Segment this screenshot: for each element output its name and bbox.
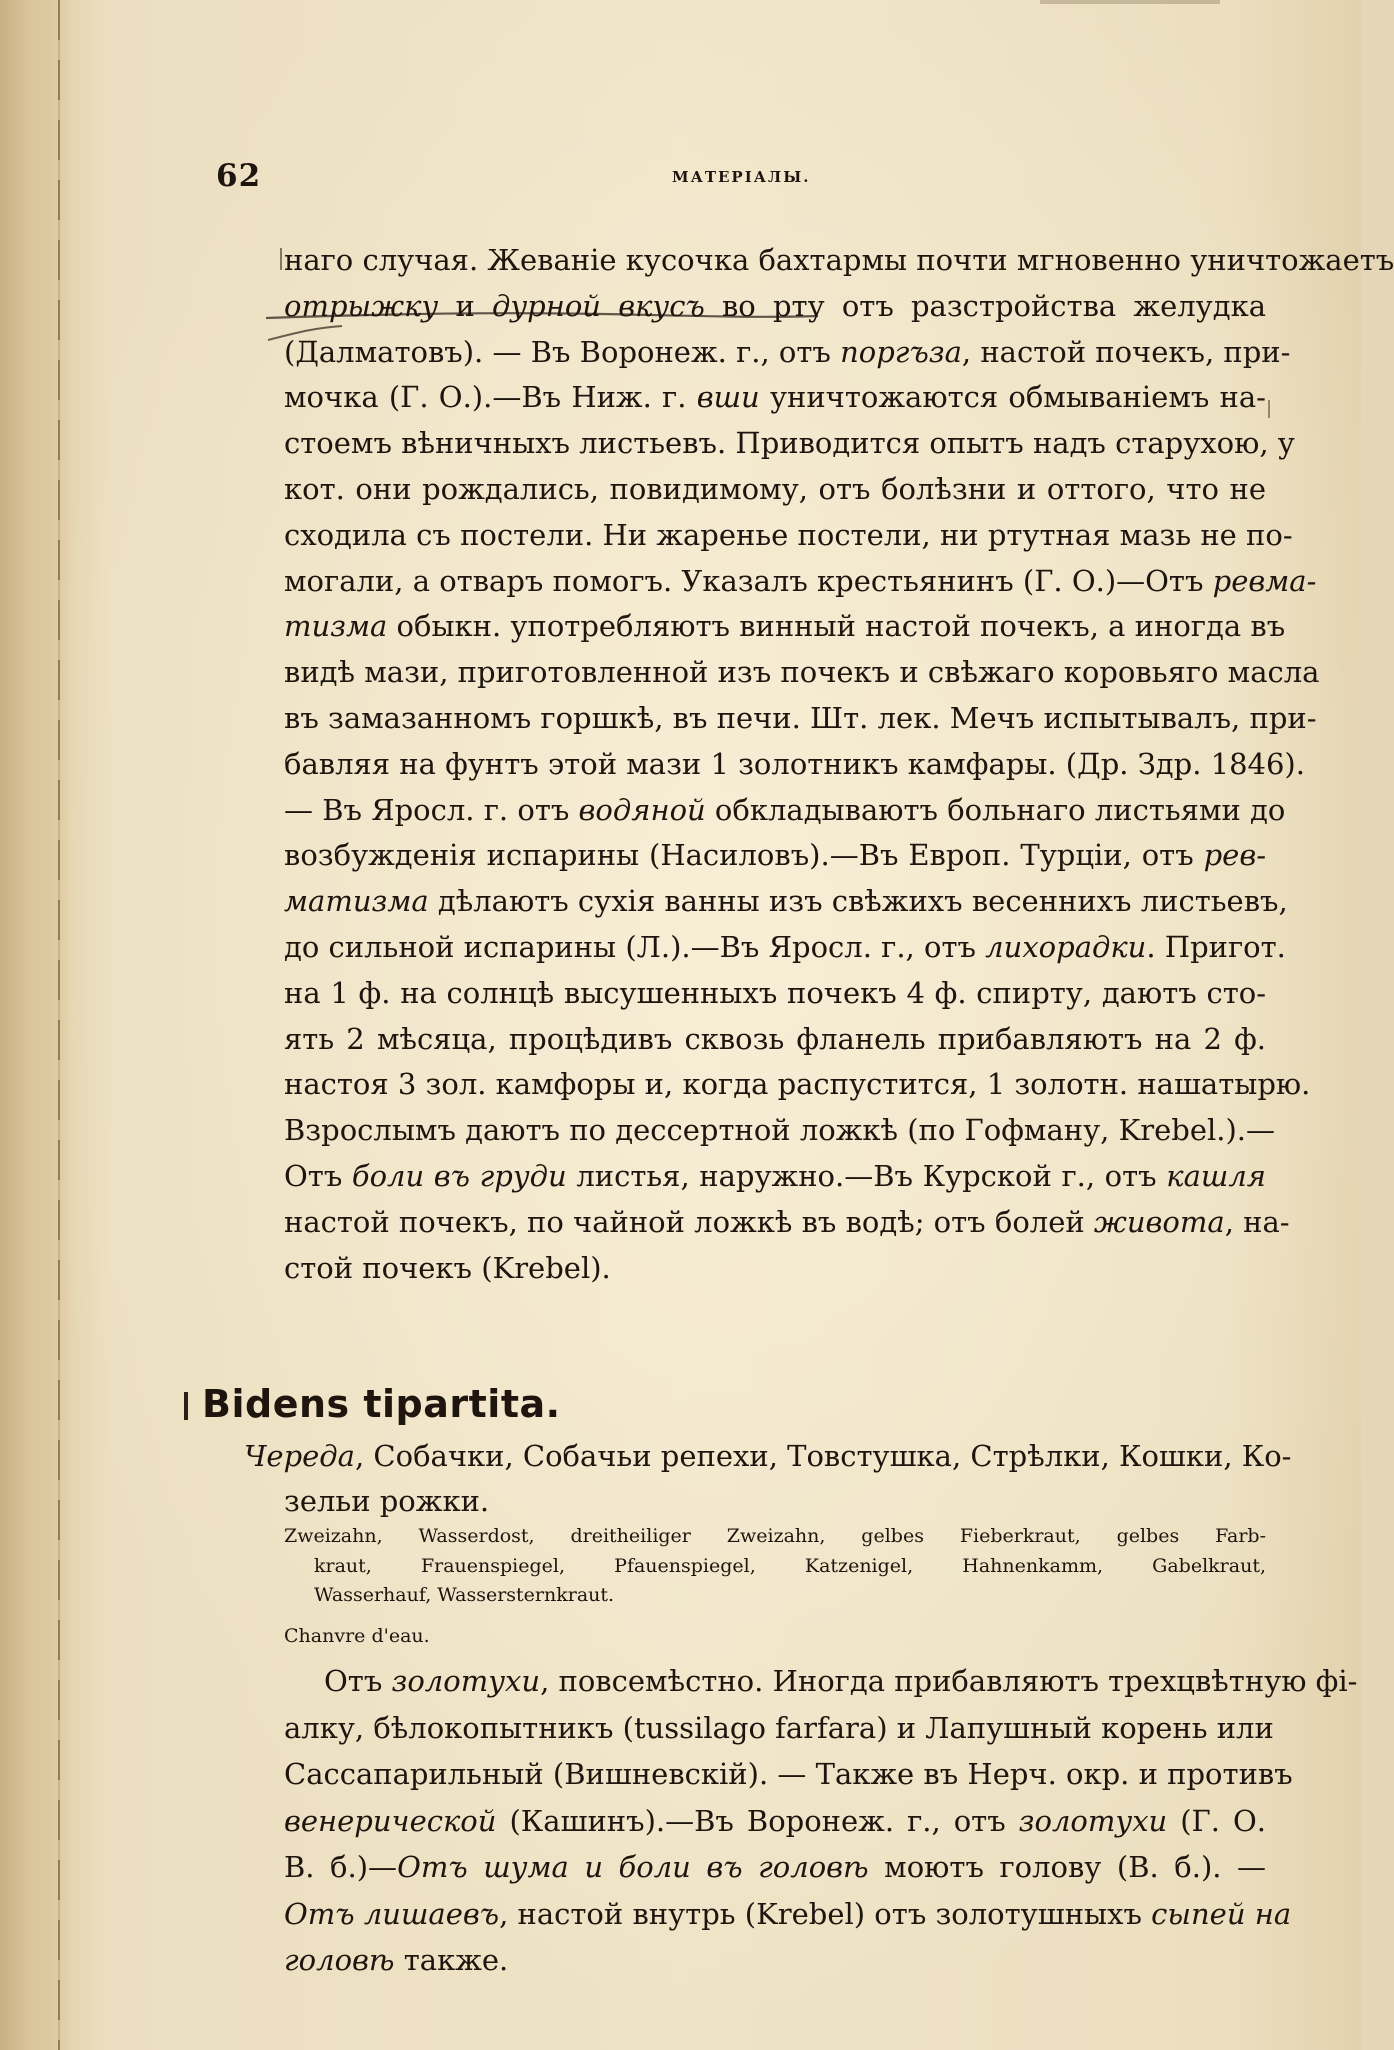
text-run: кот. они рождались, повидимому, отъ болѣзни и оттого, что не xyxy=(284,471,1266,506)
text-line xyxy=(284,650,1320,696)
text-run: стой почекъ (Krebel). xyxy=(284,1250,611,1285)
italic-term: водяной xyxy=(578,792,706,827)
text-line xyxy=(284,1891,1292,1938)
text-run: , на- xyxy=(1224,1204,1290,1239)
text-run: видѣ мази, приготовленной изъ почекъ и свѣжаго коровьяго масла xyxy=(284,655,1320,690)
text-run: В. б.)— xyxy=(284,1850,398,1884)
text-run: обкладываютъ больнаго листьями до xyxy=(705,792,1286,827)
text-run: могали, а отваръ помогъ. Указалъ крестьянинъ (Г. О.)—Отъ xyxy=(284,563,1213,598)
text-run: настоя 3 зол. камфоры и, когда распустится, 1 золотн. нашатырю. xyxy=(284,1067,1311,1102)
text-run: также. xyxy=(394,1943,509,1977)
text-line xyxy=(284,1017,1266,1063)
text-run: , Собачки, Собачьи репехи, Товстушка, Стрѣлки, Кошки, Ко- xyxy=(354,1439,1292,1473)
text-line xyxy=(284,742,1305,788)
margin-pencil-mark xyxy=(280,248,282,270)
text-line xyxy=(284,1108,1276,1154)
italic-term: венерической xyxy=(284,1803,497,1838)
text-line xyxy=(284,1062,1311,1108)
italic-term: Череда xyxy=(244,1439,355,1473)
italic-term: сыпей на xyxy=(1151,1896,1292,1931)
text-line xyxy=(244,1479,1266,1524)
text-run: Отъ xyxy=(324,1664,392,1698)
text-run: , настой внутрь (Krebel) отъ золотушныхъ xyxy=(499,1896,1152,1931)
italic-term: золотухи xyxy=(391,1664,541,1698)
paragraph-betula-remedies xyxy=(284,238,1394,1291)
text-line xyxy=(284,284,1266,330)
text-run: листья, наружно.—Въ Курской г., отъ xyxy=(566,1158,1167,1193)
text-line xyxy=(284,330,1291,376)
text-line xyxy=(284,1705,1274,1752)
text-line xyxy=(284,971,1266,1017)
italic-term: матизма xyxy=(284,884,429,919)
text-line xyxy=(284,375,1266,421)
text-line xyxy=(284,1154,1266,1200)
italic-term: отрыжку xyxy=(284,288,439,323)
text-run: — Въ Яросл. г. отъ xyxy=(284,792,579,827)
text-run: въ замазанномъ горшкѣ, въ печи. Шт. лек. Мечъ испытывалъ, при- xyxy=(284,700,1317,735)
text-line xyxy=(284,421,1295,467)
text-line xyxy=(284,1844,1266,1891)
italic-term: рев- xyxy=(1203,838,1266,873)
text-line xyxy=(284,1658,1358,1705)
text-run: обыкн. употребляютъ винный настой почекъ, а иногда въ xyxy=(387,609,1286,644)
margin-bullet-mark xyxy=(184,1392,188,1420)
russian-common-names xyxy=(244,1434,1292,1524)
italic-term: дурной вкусъ xyxy=(491,288,705,323)
page-number: 62 xyxy=(216,158,262,194)
italic-term: Отъ лишаевъ xyxy=(284,1896,500,1931)
text-line: kraut, Frauenspiegel, Pfauenspiegel, Katzenigel, Hahnenkamm, Gabelkraut, xyxy=(314,1554,1266,1577)
text-line xyxy=(284,1200,1290,1246)
italic-term: поргъза xyxy=(840,334,962,369)
paragraph-bidens-remedies xyxy=(284,1658,1358,1984)
text-line xyxy=(284,513,1293,559)
text-line: Zweizahn, Wasserdost, dreitheiliger Zweizahn, gelbes Fieberkraut, gelbes Farb- xyxy=(284,1525,1266,1547)
text-run: возбужденія испарины (Насиловъ).—Въ Европ. Турціи, отъ xyxy=(284,838,1204,873)
italic-term: боли въ груди xyxy=(351,1158,567,1193)
page-binding-edge xyxy=(0,0,72,2050)
margin-pencil-mark xyxy=(1268,400,1270,418)
text-line xyxy=(284,1246,1266,1292)
italic-term: головѣ xyxy=(284,1943,395,1977)
text-run: (Далматовъ). — Въ Воронеж. г., отъ xyxy=(284,334,841,369)
italic-term: кашля xyxy=(1166,1158,1266,1193)
text-run: Отъ xyxy=(284,1158,352,1193)
text-run: сходила съ постели. Ни жаренье постели, ни ртутная мазь не по- xyxy=(284,517,1293,552)
text-line xyxy=(284,604,1286,650)
text-run: (Кашинъ).—Въ Воронеж. г., отъ xyxy=(496,1803,1019,1838)
italic-term: Отъ шума и боли въ головѣ xyxy=(397,1850,869,1884)
text-run: мочка (Г. О.).—Въ Ниж. г. xyxy=(284,380,697,415)
text-line xyxy=(284,1751,1293,1798)
text-run: настой почекъ, по чайной ложкѣ въ водѣ; отъ болей xyxy=(284,1204,1094,1239)
text-line xyxy=(284,925,1286,971)
german-common-names xyxy=(284,1522,1266,1611)
italic-term: лихорадки xyxy=(985,929,1147,964)
text-run: уничтожаются обмываніемъ на- xyxy=(759,380,1266,415)
text-line xyxy=(244,1434,1292,1479)
text-line: Wasserhauf, Wassersternkraut. xyxy=(314,1584,615,1606)
text-run: , повсемѣстно. Иногда прибавляютъ трехцвѣтную фі- xyxy=(540,1664,1358,1698)
italic-term: вши xyxy=(696,380,760,415)
running-head: МАТЕРІАЛЫ. xyxy=(672,168,811,186)
species-heading: Bidens tipartita. xyxy=(202,1382,561,1426)
text-run: Взрослымъ даютъ по дессертной ложкѣ (по Гофману, Krebel.).— xyxy=(284,1113,1276,1148)
text-run: на 1 ф. на солнцѣ высушенныхъ почекъ 4 ф. спирту, даютъ сто- xyxy=(284,975,1266,1010)
text-line xyxy=(284,696,1317,742)
text-run: дѣлаютъ сухія ванны изъ свѣжихъ весеннихъ листьевъ, xyxy=(428,884,1288,919)
text-run: ять 2 мѣсяца, процѣдивъ сквозь фланель прибавляютъ на 2 ф. xyxy=(284,1021,1266,1056)
italic-term: золотухи xyxy=(1018,1803,1168,1838)
text-run: . Пригот. xyxy=(1146,929,1286,964)
french-common-name: Chanvre d'eau. xyxy=(284,1625,430,1647)
text-run: во рту отъ разстройства желудка xyxy=(704,288,1266,323)
text-line xyxy=(284,1798,1266,1845)
text-run: алку, бѣлокопытникъ (tussilago farfara) и Лапушный корень или xyxy=(284,1710,1274,1745)
top-edge-mark xyxy=(1040,0,1220,4)
italic-term: тизма xyxy=(284,609,388,644)
italic-term: живота xyxy=(1093,1204,1225,1239)
text-run: до сильной испарины (Л.).—Въ Яросл. г., отъ xyxy=(284,929,986,964)
binding-stitch-line xyxy=(58,0,60,2050)
text-line xyxy=(284,238,1394,284)
text-run: зельи рожки. xyxy=(284,1484,490,1518)
text-run: бавляя на фунтъ этой мази 1 золотникъ камфары. (Др. Здр. 1846). xyxy=(284,746,1305,781)
text-run: наго случая. Жеваніе кусочка бахтармы почти мгновенно уничтожаетъ xyxy=(284,243,1394,277)
text-line xyxy=(284,467,1266,513)
text-run: моютъ голову (В. б.). — xyxy=(868,1850,1267,1884)
text-run: и xyxy=(438,288,492,323)
text-line xyxy=(284,788,1286,834)
text-run: , настой почекъ, при- xyxy=(961,334,1291,369)
text-line xyxy=(284,1937,1266,1984)
text-line xyxy=(284,833,1266,879)
text-run: стоемъ вѣничныхъ листьевъ. Приводится опытъ надъ старухою, у xyxy=(284,426,1295,461)
text-line xyxy=(284,879,1288,925)
text-run: (Г. О. xyxy=(1167,1803,1266,1838)
italic-term: ревма- xyxy=(1212,563,1317,598)
text-line xyxy=(284,559,1317,605)
text-run: Сассапарильный (Вишневскій). — Также въ Нерч. окр. и противъ xyxy=(284,1757,1293,1791)
